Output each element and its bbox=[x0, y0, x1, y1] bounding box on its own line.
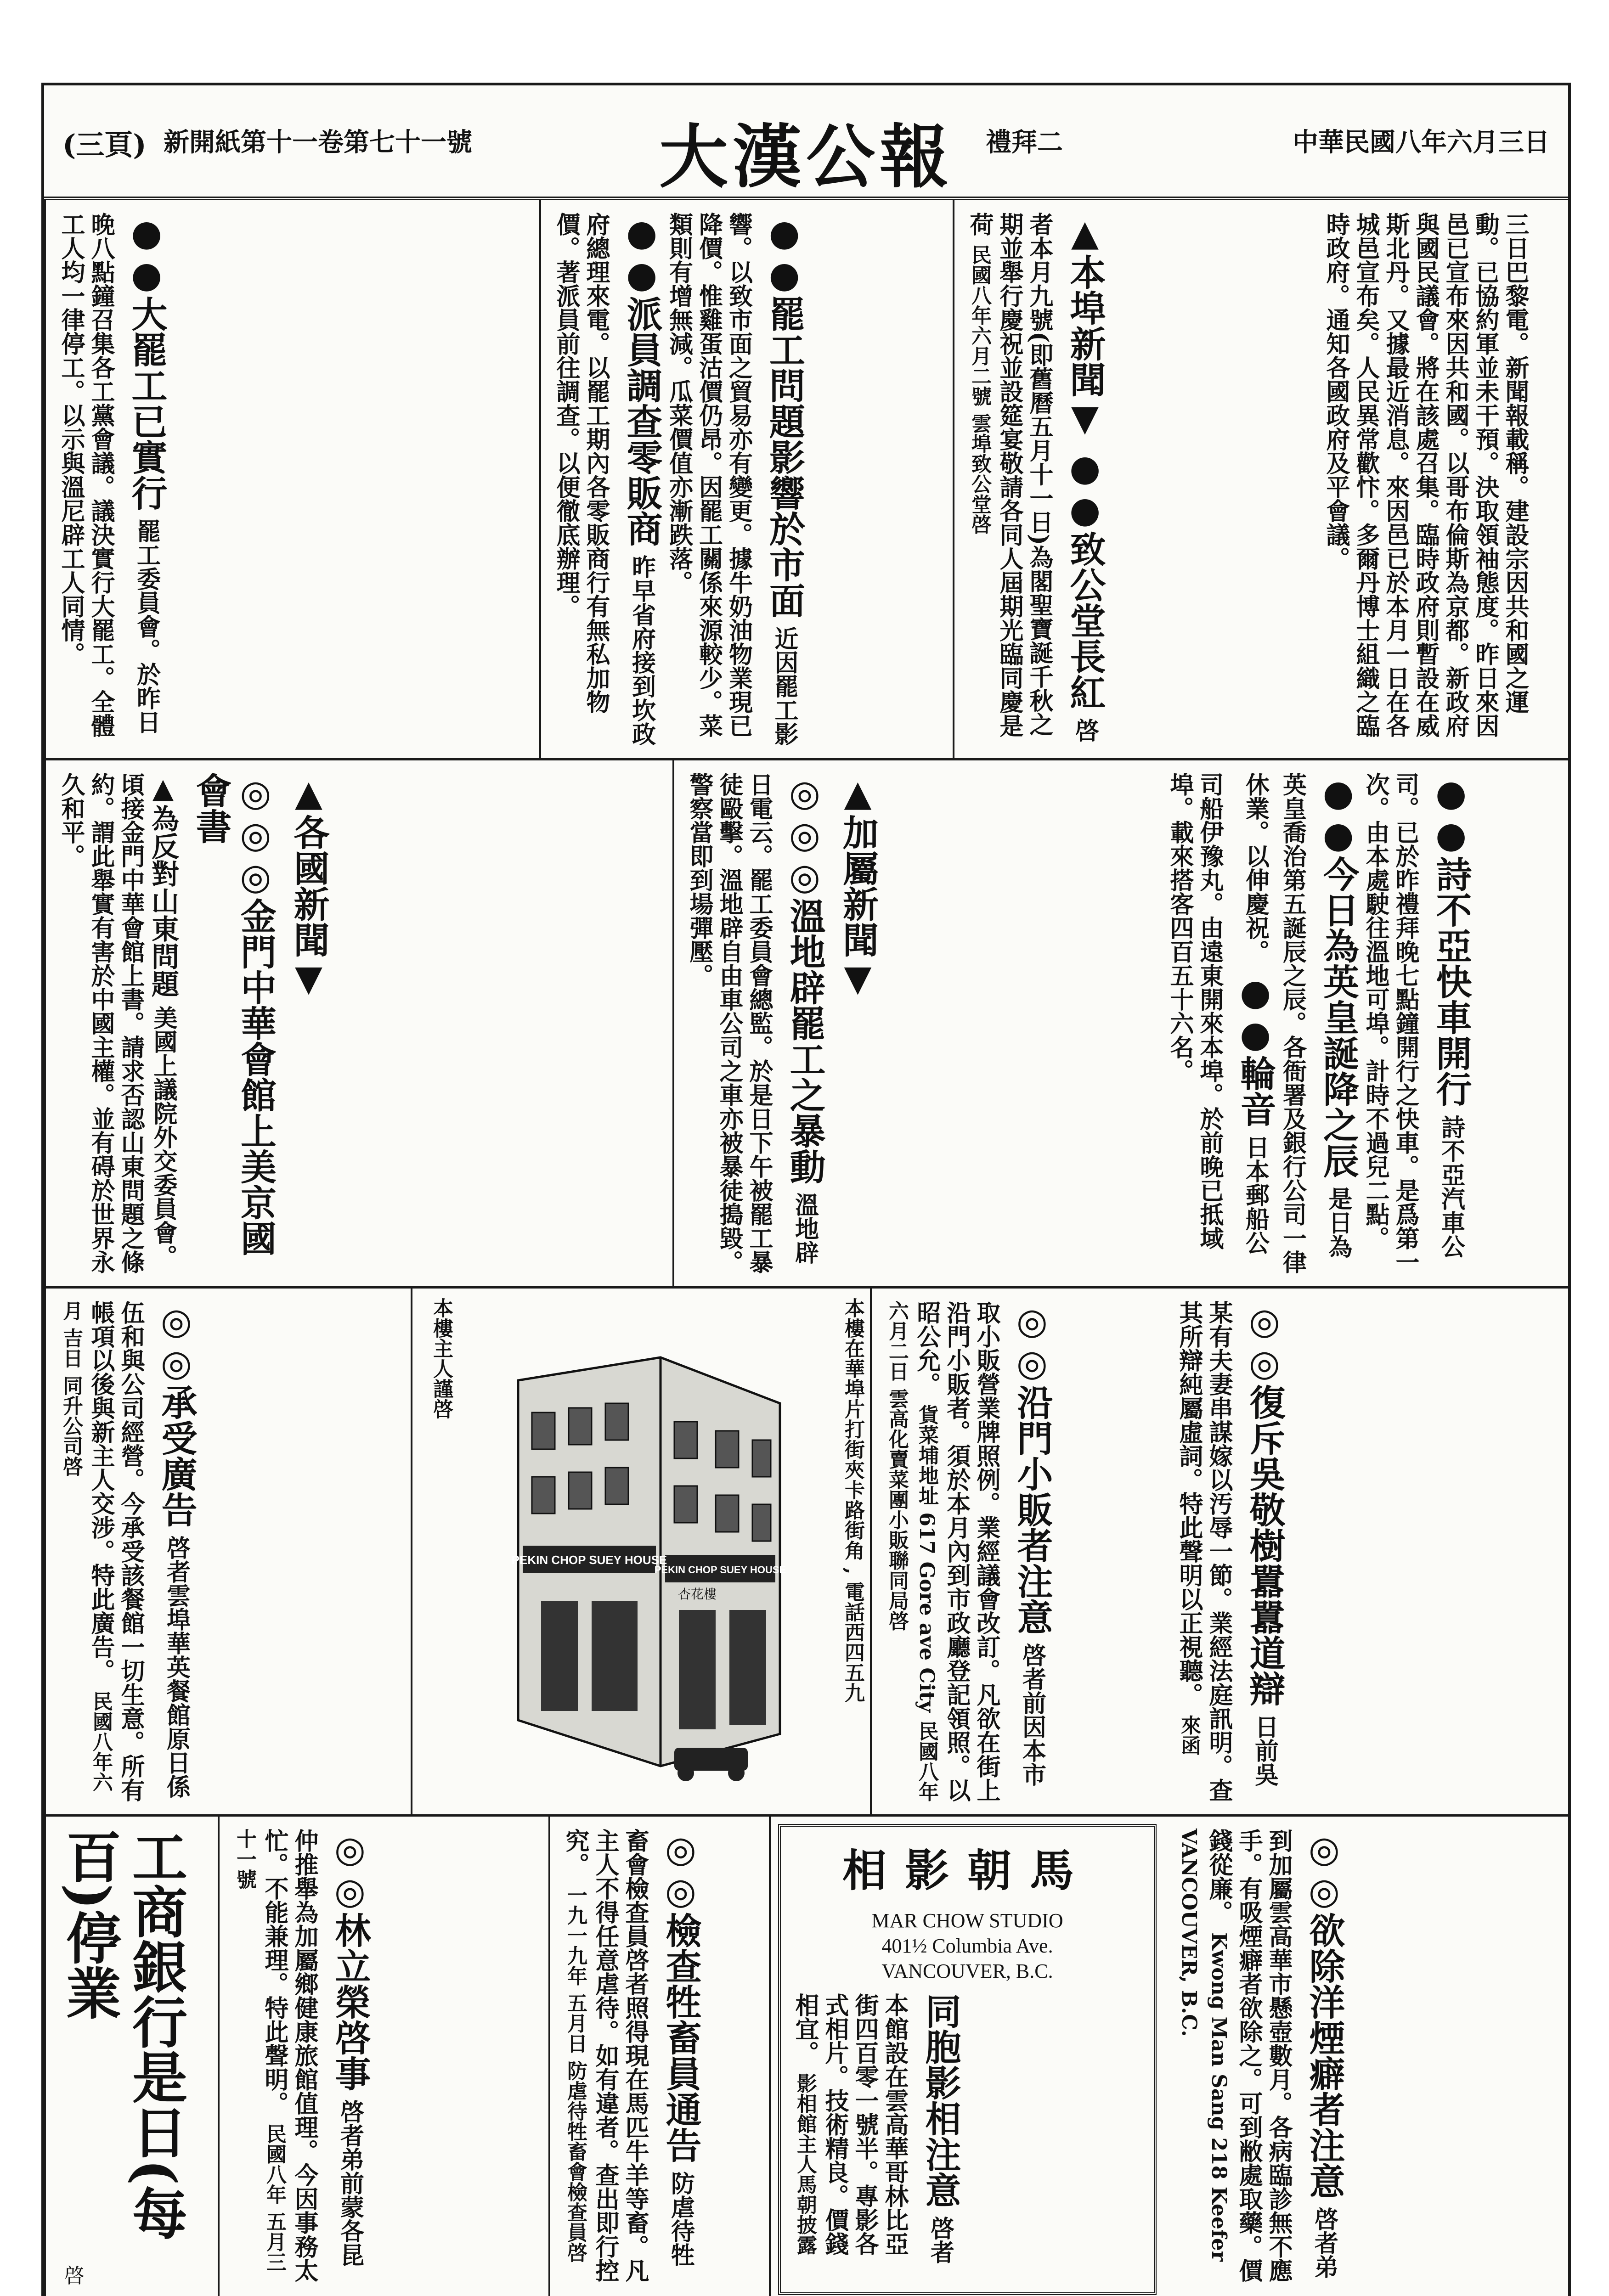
bank-closure-sign: 啓 bbox=[64, 2264, 85, 2288]
hawker-address: 貨菜埔地址 617 Gore ave City bbox=[915, 1404, 938, 1713]
birthday-body: 是日為英皇喬治第五誕辰之辰。各衙署及銀行公司一律休業。以伸慶祝。 bbox=[1241, 772, 1352, 1274]
zhigong-heading: ●●致公堂長紅 bbox=[1064, 447, 1106, 710]
divorce-sign: 來函 bbox=[1177, 1715, 1201, 1756]
world-news-heading: ▲各國新聞▼ bbox=[288, 772, 330, 999]
strike-realized-heading: ●●大罷工已實行 bbox=[125, 212, 168, 511]
shipping-body: 日本郵船公司船伊豫丸。由遠東開來本埠。於前晚已抵域埠。載來搭客四百五十六名。 bbox=[1166, 772, 1270, 1255]
lower-band bbox=[44, 1289, 1568, 1817]
lead-article bbox=[1311, 200, 1568, 758]
opium-ad bbox=[1164, 1817, 1568, 2296]
livestock-heading: ◎◎檢查牲畜員通告 bbox=[660, 1829, 702, 2163]
market-column bbox=[539, 200, 953, 758]
hawker-column bbox=[870, 1289, 1164, 1814]
local-briefs-column bbox=[1155, 760, 1568, 1286]
divorce-body: 日前吳某有夫妻串謀嫁以汚辱一節。業經法庭訊明。查其所辯純屬虛詞。特此聲明以正視聽。 bbox=[1175, 1300, 1279, 1802]
newspaper-title: 大漢公報 bbox=[659, 117, 953, 197]
ad-accept-heading: ◎◎承受廣告 bbox=[155, 1300, 198, 1527]
winnipeg-heading: ◎◎◎溫地辟罷工之暴動 bbox=[784, 772, 826, 1184]
studio-street: 401½ Columbia Ave. bbox=[881, 1935, 1053, 1957]
sign-left: PEKIN CHOP SUEY HOUSE bbox=[511, 1553, 667, 1567]
illustration-caption-2: , 電話西四五九 bbox=[841, 1567, 864, 1703]
newspaper-page bbox=[41, 83, 1571, 2296]
studio-notice-body: 啓者本館設在雲高華哥林比亞街四百零一號半。專影各式相片。技術精良。價錢相宜。 bbox=[791, 1993, 954, 2264]
sign-right: PEKIN CHOP SUEY HOUSE bbox=[654, 1564, 786, 1576]
opium-heading: ◎◎欲除洋煙癖者注意 bbox=[1303, 1829, 1345, 2199]
middle-band bbox=[44, 760, 1568, 1289]
investigation-heading: ●●派員調查零販商 bbox=[621, 212, 663, 546]
lam-body: 啓者弟前蒙各昆仲推舉為加屬鄉健康旅館值理。今因事務太忙。不能兼理。特此聲明。 bbox=[260, 1829, 364, 2282]
studio-sign: 影相館主人馬朝披露 bbox=[793, 2073, 817, 2255]
opium-address: Kwong Man Sang 218 Keefer VANCOUVER, B.C. bbox=[1177, 1829, 1231, 2262]
hawker-sign: 民國八年六月二日 雲高化賣菜團小販聯同局啓 bbox=[885, 1300, 938, 1802]
lam-heading: ◎◎林立榮啓事 bbox=[329, 1829, 371, 2091]
strike-column bbox=[44, 200, 539, 758]
sf-subheading: ▲為反對山東問題 bbox=[147, 772, 179, 997]
canada-news-column bbox=[672, 760, 1155, 1286]
lam-sign: 民國八年 五月三十一號 bbox=[233, 1829, 286, 2272]
ad-accept-sign: 民國八年六月 吉日 同升公司啓 bbox=[59, 1300, 113, 1792]
shipping-heading: ●●輪音 bbox=[1234, 972, 1276, 1127]
opium-body: 啓者弟到加屬雲高華市懸壺數月。各病臨診無不應手。有吸煙癖者欲除之。可到敝處取藥。價錢從廉。 bbox=[1205, 1829, 1338, 2282]
livestock-sign: 一九一九年 五月日 防虐待牲畜會檢查員啓 bbox=[564, 1885, 587, 2262]
lam-notice bbox=[218, 1817, 548, 2296]
birthday-heading: ●●今日為英皇誕降之辰 bbox=[1317, 772, 1359, 1178]
sf-heading: ◎◎◎金門中華會館上美京國會書 bbox=[190, 772, 277, 1256]
investigation-body: 昨早省府接到坎政府總理來電。以罷工期內各零販商行有無私加物價。著派員前往調查。以便徹底辦理。 bbox=[552, 212, 656, 746]
page-number: (三頁) bbox=[62, 128, 147, 162]
studio-name-en: MAR CHOW STUDIO bbox=[871, 1909, 1063, 1932]
ad-accept-body: 啓者雲埠華英餐館原日係伍和與公司經營。今承受該餐館一切生意。所有帳項以後與新主人交涉。特此廣告。 bbox=[87, 1300, 191, 1802]
bank-closure-heading: 工商銀行是日(每百)停業 bbox=[57, 1829, 188, 2240]
zhigong-body: 啓者本月九號(即舊曆五月十一日)為閣聖寶誕千秋之期並舉行慶祝並設筵宴敬請各同人屆期光臨同慶是荷 bbox=[965, 212, 1099, 743]
divorce-column bbox=[1164, 1289, 1568, 1814]
volume-issue: 新開紙第十一卷第七十一號 bbox=[164, 127, 472, 158]
weekday: 禮拜二 bbox=[986, 127, 1063, 158]
sign-chinese: 杏花樓 bbox=[677, 1587, 717, 1602]
train-body: 詩不亞汽車公司。已於昨禮拜晚七點鐘開行之快車。是爲第一次。由本處駛往溫地可埠。計時不過兒二點。 bbox=[1361, 772, 1465, 1274]
masthead-bar bbox=[44, 85, 1568, 200]
strike-realized-body: 罷工委員會。於昨日晚八點鐘召集各工黨會議。議決實行大罷工。全體工人均一律停工。以示與溫尼辟工人同情。 bbox=[57, 212, 161, 737]
sf-body: 美國上議院外交委員會。頃接金門中華會館上書。請求否認山東問題之條約。謂此舉實有害於中國主權。並有碍於世界永久和平。 bbox=[57, 772, 177, 1274]
studio-ad bbox=[769, 1817, 1164, 2296]
zhigong-sign: 民國八年六月二號 雲埠致公堂啓 bbox=[968, 244, 991, 535]
dateline: 中華民國八年六月三日 bbox=[1293, 127, 1550, 158]
studio-notice-heading: 同胞影相注意 bbox=[919, 1993, 961, 2208]
illustration-sign: 本樓主人謹啓 bbox=[429, 1298, 453, 1419]
winnipeg-body: 溫地辟日電云。罷工委員會總監。於是日下午被罷工暴徒毆擊。溫地辟自由車公司之車亦被暴徒搗毀。警察當即到場彈壓。 bbox=[685, 772, 819, 1274]
restaurant-building-illustration bbox=[458, 1307, 807, 1794]
restaurant-illustration-ad bbox=[411, 1289, 870, 1814]
canada-news-heading: ▲加屬新聞▼ bbox=[837, 772, 879, 999]
studio-title: 相影朝馬 bbox=[842, 1845, 1092, 1896]
studio-ad-box bbox=[778, 1824, 1157, 2295]
bottom-band bbox=[44, 1817, 1568, 2296]
studio-city: VANCOUVER, B.C. bbox=[881, 1960, 1053, 1982]
strike-market-body: 近因罷工影響。以致市面之貿易亦有變更。據牛奶油物業現已降價。惟雞蛋沽價仍昂。因罷工關係來源較少。菜類則有增無減。瓜菜價值亦漸跌落。 bbox=[665, 212, 798, 746]
illustration-caption-1: 本樓在華埠片打街夾卡路街角 bbox=[841, 1298, 864, 1560]
world-news-column bbox=[44, 760, 672, 1286]
local-news-heading: ▲本埠新聞▼ bbox=[1064, 212, 1106, 439]
bank-closure-notice bbox=[44, 1817, 218, 2296]
strike-market-heading: ●●罷工問題影響於市面 bbox=[763, 212, 805, 618]
train-heading: ●●詩不亞快車開行 bbox=[1430, 772, 1472, 1107]
hawker-heading: ◎◎沿門小販者注意 bbox=[1011, 1300, 1053, 1635]
top-band bbox=[44, 200, 1568, 760]
livestock-body: 防虐待牲畜會檢查員啓者照得現在馬匹牛羊等畜。凡主人不得任意虐待。如有違者。查出即行控究。 bbox=[561, 1829, 695, 2282]
divorce-heading: ◎◎復斥吳敬樹囂囂道辯 bbox=[1243, 1300, 1286, 1706]
ad-accept-column bbox=[44, 1289, 411, 1814]
lead-article-text: 三日巴黎電。新聞報載稱。建設宗因共和國之運動。已協約軍並未干預。決取領袖態度。昨日來因邑已宣布來因共和國。以哥布倫斯為京都。新政府與國民議會。將在該處召集。臨時政府則暫設在威斯北丹。又據最近消息。來因邑已於本月一日在各城邑宣布矣。人民異常歡忭。多爾丹博士組織之臨時政府。通知各國政府及平會議。 bbox=[1322, 212, 1529, 737]
local-news-column bbox=[953, 200, 1311, 758]
livestock-notice bbox=[548, 1817, 769, 2296]
hawker-body: 啓者前因本市取小販營業牌照例。業經議會改訂。凡欲在街上沿門小販者。須於本月內到市政廳登記領照。以昭公允。 bbox=[913, 1300, 1046, 1802]
